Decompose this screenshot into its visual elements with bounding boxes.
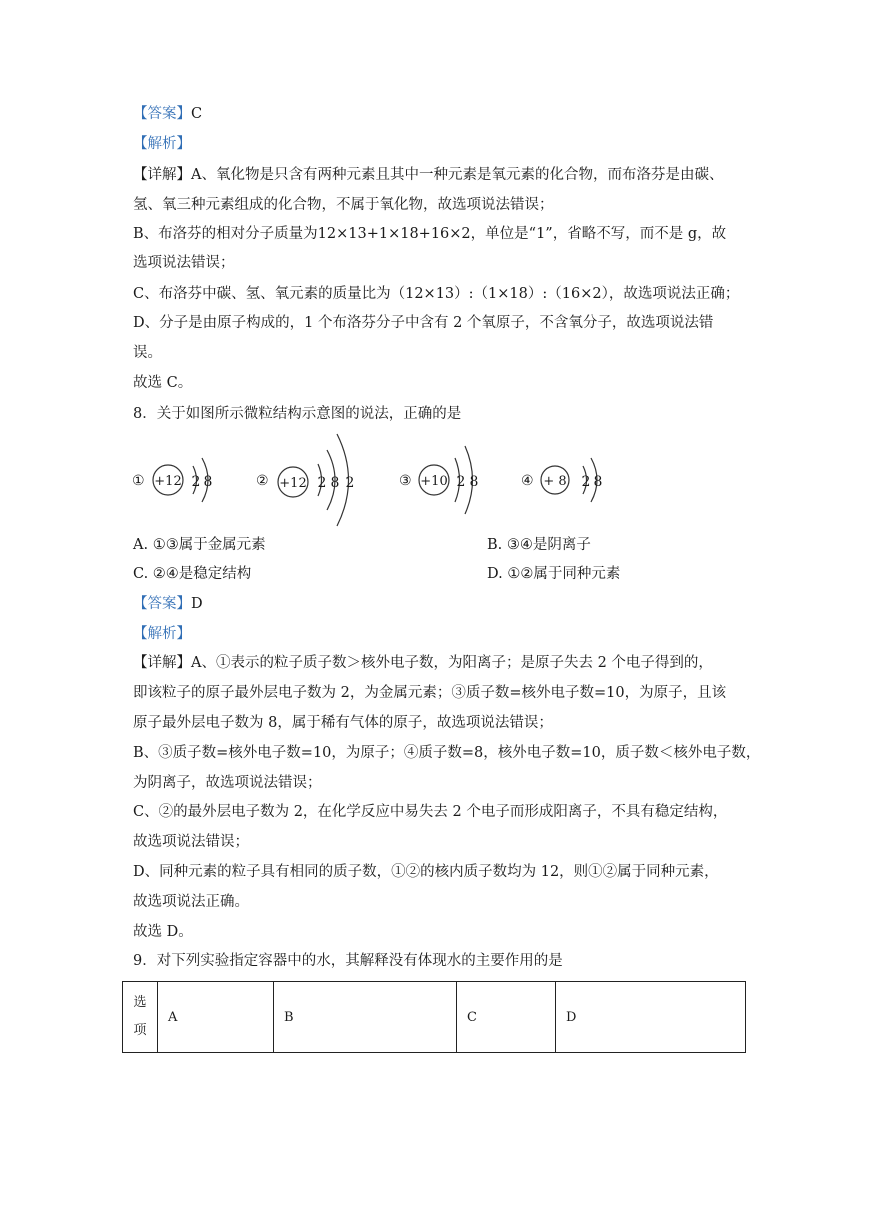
q8-line: B、③质子数=核外电子数=10，为原子；④质子数=8，核外电子数=10，质子数＜核外电子数，	[133, 745, 761, 761]
q7-line: 故选 C。	[133, 375, 193, 391]
q7-answer: C	[191, 106, 203, 122]
diagram-3-shell-2: 8	[469, 474, 479, 490]
q8-answer-tag: 【答案】	[133, 596, 191, 612]
q8-line: C、②的最外层电子数为 2，在化学反应中易失去 2 个电子而形成阳离子，不具有稳定结构，	[133, 804, 728, 820]
table-header-cell: C	[457, 982, 556, 1053]
q7-detail-tag: 【详解】	[133, 167, 191, 183]
q8-detail-line	[133, 653, 713, 673]
diagram-2-shell-2: 8	[330, 475, 340, 491]
diagram-2-label: ②	[256, 473, 269, 489]
table-header-cell: B	[274, 982, 457, 1053]
q8-line: 即该粒子的原子最外层电子数为 2，为金属元素；③质子数=核外电子数=10，为原子，且该	[133, 685, 727, 701]
q7-analysis-tag: 【解析】	[133, 136, 191, 152]
diagram-1-shell-2: 8	[203, 474, 213, 490]
q7-line: C、布洛芬中碳、氢、氧元素的质量比为（12×13）:（1×18）:（16×2），故选项说法正确；	[133, 286, 740, 302]
table-header-cell: A	[158, 982, 274, 1053]
q7-line: D、分子是由原子构成的，1 个布洛芬分子中含有 2 个氧原子，不含氧分子，故选项说法错	[133, 315, 714, 331]
q8-detail-text: A、①表示的粒子质子数＞核外电子数，为阳离子；是原子失去 2 个电子得到的，	[191, 655, 713, 671]
q8-detail-tag: 【详解】	[133, 655, 191, 671]
q8-option-a: A. ①③属于金属元素	[133, 537, 266, 553]
q7-detail-text: A、氧化物是只含有两种元素且其中一种元素是氧元素的化合物，而布洛芬是由碳、	[191, 167, 724, 183]
q8-line: D、同种元素的粒子具有相同的质子数，①②的核内质子数均为 12，则①②属于同种元素，	[133, 864, 719, 880]
q7-line: 选项说法错误；	[133, 255, 235, 271]
diagram-4-shell-1: 2	[581, 474, 591, 490]
q7-line: 氢、氧三种元素组成的化合物，不属于氧化物，故选项说法错误；	[133, 197, 554, 213]
diagram-4-shell-2: 8	[593, 474, 603, 490]
table-header-cell: D	[556, 982, 746, 1053]
q8-answer: D	[191, 596, 203, 612]
diagram-3-nucleus: +10	[420, 474, 448, 489]
q8-line: 故选项说法正确。	[133, 894, 249, 910]
q7-detail-line	[133, 165, 723, 185]
diagram-3-shell-1: 2	[456, 474, 466, 490]
q7-line: B、布洛芬的相对分子质量为12×13+1×18+16×2，单位是“1”，省略不写，而不是 g，故	[133, 226, 727, 242]
q8-line: 原子最外层电子数为 8，属于稀有气体的原子，故选项说法错误；	[133, 715, 553, 731]
diagram-1-shell-1: 2	[191, 474, 201, 490]
diagram-2-shell-3: 2	[345, 475, 355, 491]
q8-line: 故选 D。	[133, 924, 193, 940]
table-row	[123, 982, 746, 1053]
diagram-1-label: ①	[132, 473, 145, 489]
q9-stem: 9．对下列实验指定容器中的水，其解释没有体现水的主要作用的是	[133, 953, 563, 969]
q9-table	[122, 981, 746, 1053]
diagram-2-nucleus: +12	[279, 476, 307, 491]
q8-stem: 8．关于如图所示微粒结构示意图的说法，正确的是	[133, 406, 462, 422]
diagram-4-nucleus: + 8	[543, 474, 567, 489]
q8-option-b: B. ③④是阴离子	[487, 537, 591, 553]
q7-answer-line	[133, 104, 202, 124]
q8-line: 为阴离子，故选项说法错误；	[133, 775, 322, 791]
atomic-structure-diagrams	[128, 428, 628, 528]
q8-analysis-tag: 【解析】	[133, 626, 191, 642]
q8-answer-line	[133, 594, 203, 614]
q8-option-d: D. ①②属于同种元素	[487, 566, 621, 582]
q8-line: 故选项说法错误；	[133, 834, 249, 850]
diagram-3-label: ③	[399, 473, 412, 489]
diagram-4-label: ④	[521, 473, 534, 489]
table-header-cell: 选项	[123, 982, 158, 1053]
diagram-2-shell-1: 2	[317, 475, 327, 491]
diagram-1-nucleus: +12	[154, 474, 182, 489]
q8-option-c: C. ②④是稳定结构	[133, 566, 252, 582]
q7-answer-tag: 【答案】	[133, 106, 191, 122]
q7-line: 误。	[133, 345, 162, 361]
